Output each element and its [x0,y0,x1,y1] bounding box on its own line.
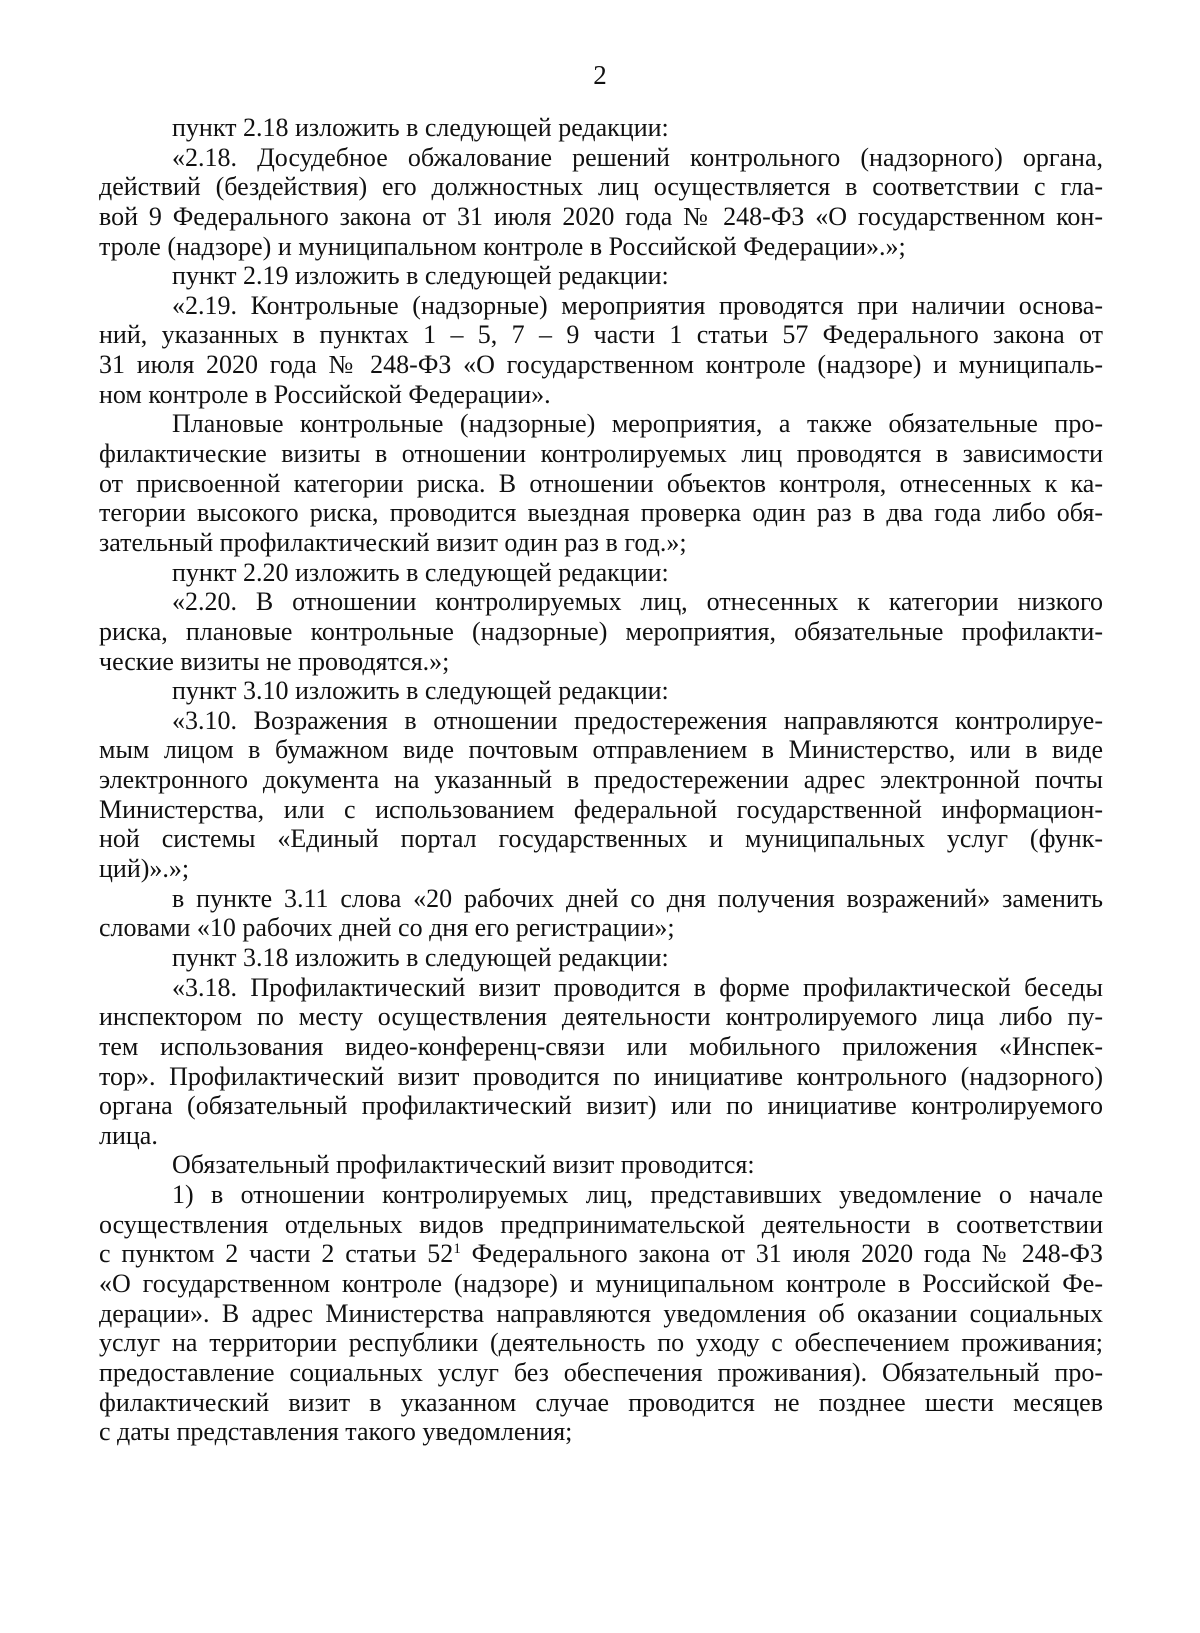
text-line [99,1180,1103,1210]
text-line [99,943,1103,973]
text-line [99,913,1103,943]
line-text: риска, плановые контрольные (надзорные) мероприятия, обязательные профилакти- [99,616,1103,646]
line-text: пункт 2.19 изложить в следующей редакции: [172,261,669,291]
text-line [99,1388,1103,1418]
line-text: словами «10 рабочих дней со дня его регистрации»; [99,913,675,943]
text-line [99,1150,1103,1180]
text-line [99,202,1103,232]
text-line [99,1210,1103,1240]
text-line [99,973,1103,1003]
line-text: Плановые контрольные (надзорные) мероприятия, а также обязательные про- [172,409,1103,439]
text-line [99,291,1103,321]
document-body [99,113,1103,1447]
text-line [99,795,1103,825]
line-text: с пунктом 2 части 2 статьи 52 [99,1239,454,1269]
text-line [99,113,1103,143]
text-line [99,765,1103,795]
text-line [99,320,1103,350]
line-text: троле (надзоре) и муниципальном контроле в Российской Федерации».»; [99,231,906,261]
line-text: ном контроле в Российской Федерации». [99,379,551,409]
line-text: электронного документа на указанный в предостережении адрес электронной почты [99,765,1103,795]
line-text: «3.10. Возражения в отношении предостережения направляются контролируе- [172,705,1103,735]
text-line [99,1032,1103,1062]
line-text: «О государственном контроле (надзоре) и муниципальном контроле в Российской Фе- [99,1268,1103,1298]
text-line [99,409,1103,439]
text-line [99,1002,1103,1032]
line-text: филактические визиты в отношении контролируемых лиц проводятся в зависимости [99,439,1103,469]
line-text: в пункте 3.11 слова «20 рабочих дней со дня получения возражений» заменить [172,883,1103,913]
text-line [99,617,1103,647]
text-line [99,558,1103,588]
line-text: пункт 2.20 изложить в следующей редакции: [172,557,669,587]
text-line [99,1121,1103,1151]
line-text: ческие визиты не проводятся.»; [99,646,450,676]
line-text: осуществления отдельных видов предпринимательской деятельности в соответствии [99,1209,1103,1239]
line-text: «2.19. Контрольные (надзорные) мероприятия проводятся при наличии основа- [172,290,1103,320]
line-text: действий (бездействия) его должностных лиц осуществляется в соответствии с гла- [99,172,1103,202]
text-line [99,143,1103,173]
text-line [99,350,1103,380]
line-text: предоставление социальных услуг без обеспечения проживания). Обязательный про- [99,1357,1103,1387]
text-line [99,1269,1103,1299]
line-text: вой 9 Федерального закона от 31 июля 2020 года № 248-ФЗ «О государственном кон- [99,201,1103,231]
text-line [99,1299,1103,1329]
text-line [99,1328,1103,1358]
line-text: ний, указанных в пунктах 1 – 5, 7 – 9 части 1 статьи 57 Федерального закона от [99,320,1103,350]
text-line [99,735,1103,765]
line-text-continued: Федерального закона от 31 июля 2020 года № 248-ФЗ [460,1239,1103,1269]
line-text: «2.20. В отношении контролируемых лиц, отнесенных к категории низкого [172,587,1103,617]
line-text: с даты представления такого уведомления; [99,1417,573,1447]
line-text: тем использования видео-конференц-связи или мобильного приложения «Инспек- [99,1031,1103,1061]
text-line [99,676,1103,706]
line-text: Министерства, или с использованием федеральной государственной информацион- [99,794,1103,824]
text-line [99,824,1103,854]
line-text: мым лицом в бумажном виде почтовым отправлением в Министерство, или в виде [99,735,1103,765]
text-line [99,1062,1103,1092]
line-text: ной системы «Единый портал государственных и муниципальных услуг (функ- [99,824,1103,854]
line-text: 31 июля 2020 года № 248-ФЗ «О государственном контроле (надзоре) и муниципаль- [99,350,1103,380]
text-line [99,498,1103,528]
text-line [99,172,1103,202]
line-text: тегории высокого риска, проводится выездная проверка один раз в два года либо обя- [99,498,1103,528]
text-line [99,647,1103,677]
text-line [99,1239,1103,1269]
superscript: 1 [453,1241,461,1258]
text-line [99,884,1103,914]
line-text: пункт 3.18 изложить в следующей редакции: [172,942,669,972]
line-text: пункт 3.10 изложить в следующей редакции: [172,676,669,706]
text-line [99,587,1103,617]
line-text: лица. [99,1120,158,1150]
text-line [99,261,1103,291]
line-text: дерации». В адрес Министерства направляются уведомления об оказании социальных [99,1298,1103,1328]
line-text: «3.18. Профилактический визит проводится в форме профилактической беседы [172,972,1103,1002]
line-text: 1) в отношении контролируемых лиц, представивших уведомление о начале [172,1180,1103,1210]
line-text: инспектором по месту осуществления деятельности контролируемого лица либо пу- [99,1002,1103,1032]
line-text: от присвоенной категории риска. В отношении объектов контроля, отнесенных к ка- [99,468,1103,498]
line-text: филактический визит в указанном случае проводится не позднее шести месяцев [99,1387,1103,1417]
text-line [99,1417,1103,1447]
text-line [99,439,1103,469]
text-line [99,528,1103,558]
line-text: Обязательный профилактический визит проводится: [172,1150,755,1180]
text-line [99,854,1103,884]
text-line [99,232,1103,262]
line-text: органа (обязательный профилактический визит) или по инициативе контролируемого [99,1091,1103,1121]
line-text: «2.18. Досудебное обжалование решений контрольного (надзорного) органа, [172,142,1103,172]
page-number: 2 [593,60,607,90]
text-line [99,706,1103,736]
line-text: тор». Профилактический визит проводится по инициативе контрольного (надзорного) [99,1061,1103,1091]
line-text: ций)».»; [99,854,190,884]
line-text: зательный профилактический визит один раз в год.»; [99,527,687,557]
line-text: услуг на территории республики (деятельность по уходу с обеспечением проживания; [99,1328,1103,1358]
text-line [99,1091,1103,1121]
text-line [99,469,1103,499]
text-line [99,1358,1103,1388]
text-line [99,380,1103,410]
line-text: пункт 2.18 изложить в следующей редакции: [172,113,669,142]
